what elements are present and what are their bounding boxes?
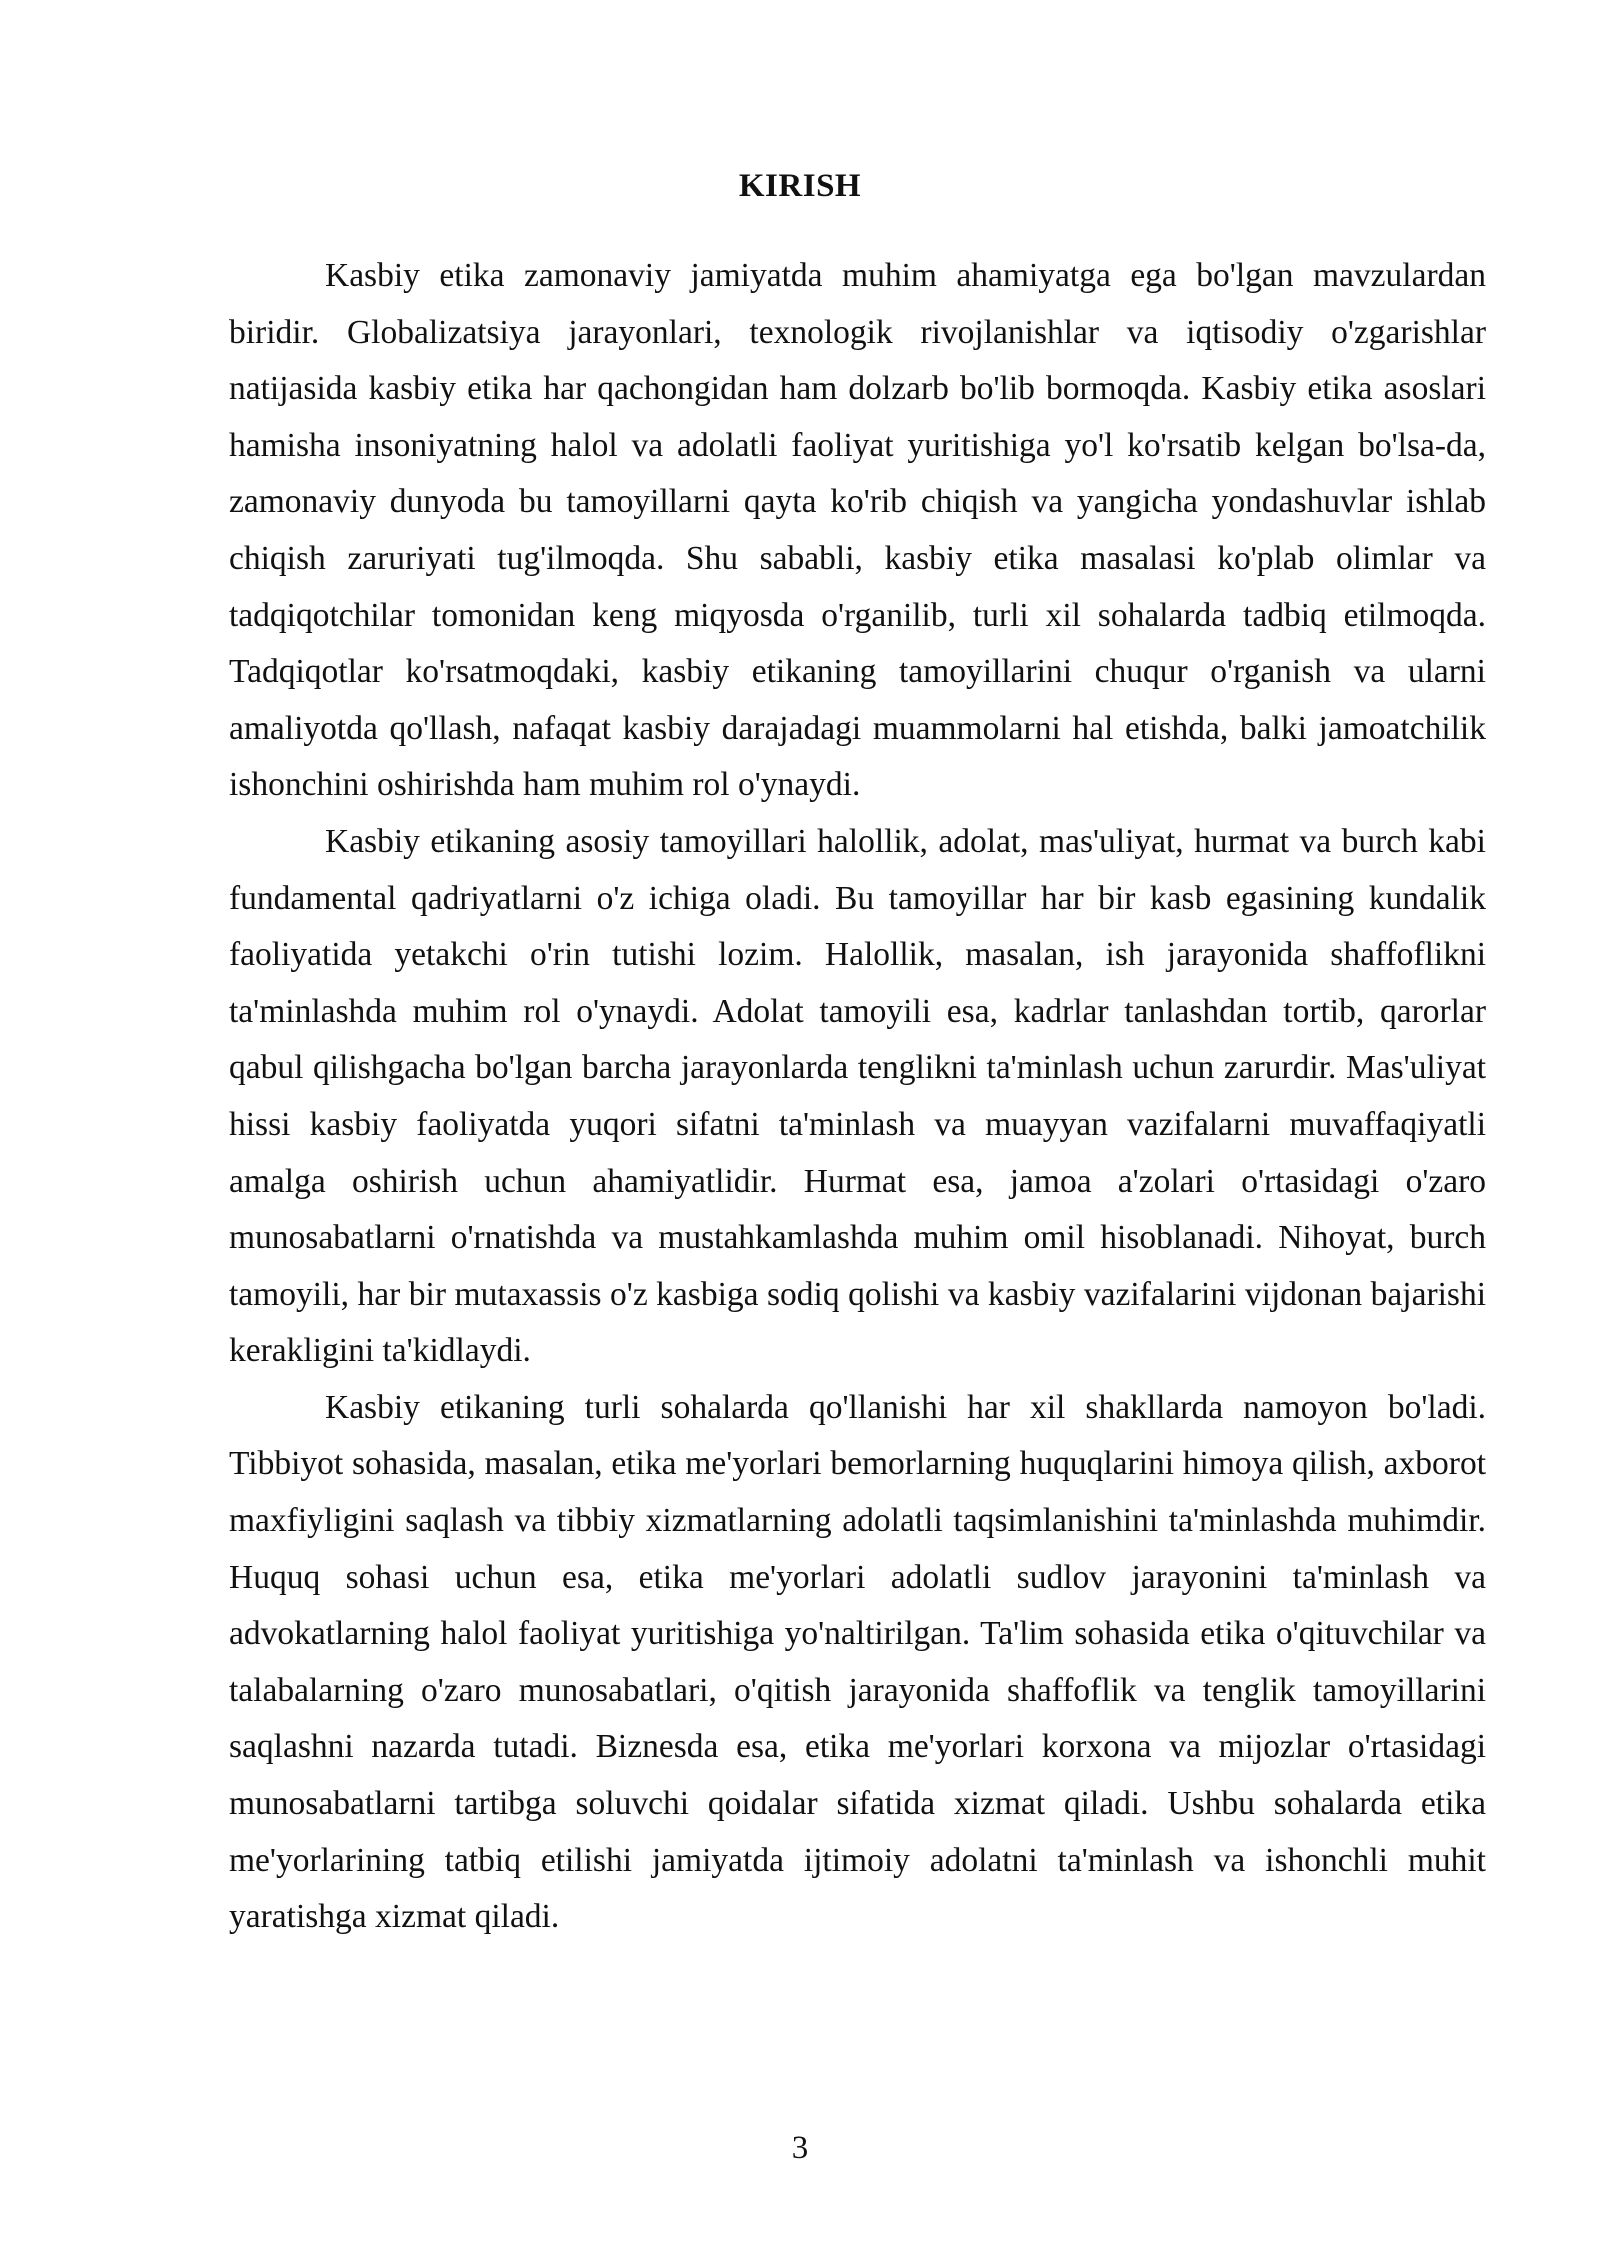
paragraph-1: Kasbiy etika zamonaviy jamiyatda muhim ahamiyatga ega bo'lgan mavzulardan biridir. Globalizatsiya jarayonlari, texnologik rivojlanishlar va iqtisodiy o'zgarishlar natijasida kasbiy etika har qachongidan ham dolzarb bo'lib bormoqda. Kasbiy etika asoslari hamisha insoniyatning halol va adolatli faoliyat yuritishiga yo'l ko'rsatib kelgan bo'lsa-da, zamonaviy dunyoda bu tamoyillarni qayta ko'rib chiqish va yangicha yondashuvlar ishlab chiqish zaruriyati tug'ilmoqda. Shu sababli, kasbiy etika masalasi ko'plab olimlar va tadqiqotchilar tomonidan keng miqyosda o'rganilib, turli xil sohalarda tadbiq etilmoqda. Tadqiqotlar ko'rsatmoqdaki, kasbiy etikaning tamoyillarini chuqur o'rganish va ularni amaliyotda qo'llash, nafaqat kasbiy darajadagi muammolarni hal etishda, balki jamoatchilik ishonchini oshirishda ham muhim rol o'ynaydi. bbox=[229, 257, 1486, 804]
paragraph-3: Kasbiy etikaning turli sohalarda qo'llanishi har xil shakllarda namoyon bo'ladi. Tibbiyot sohasida, masalan, etika me'yorlari bemorlarning huquqlarini himoya qilish, axborot maxfiyligini saqlash va tibbiy xizmatlarning adolatli taqsimlanishini ta'minlashda muhimdir. Huquq sohasi uchun esa, etika me'yorlari adolatli sudlov jarayonini ta'minlash va advokatlarning halol faoliyat yuritishiga yo'naltirilgan. Ta'lim sohasida etika o'qituvchilar va talabalarning o'zaro munosabatlari, o'qitish jarayonida shaffoflik va tenglik tamoyillarini saqlashni nazarda tutadi. Biznesda esa, etika me'yorlari korxona va mijozlar o'rtasidagi munosabatlarni tartibga soluvchi qoidalar sifatida xizmat qiladi. Ushbu sohalarda etika me'yorlarining tatbiq etilishi jamiyatda ijtimoiy adolatni ta'minlash va ishonchli muhit yaratishga xizmat qiladi. bbox=[229, 1388, 1486, 1936]
body-text bbox=[229, 248, 1486, 1946]
section-title: KIRISH bbox=[738, 168, 862, 204]
paragraph-2: Kasbiy etikaning asosiy tamoyillari halollik, adolat, mas'uliyat, hurmat va burch kabi fundamental qadriyatlarni o'z ichiga oladi. Bu tamoyillar har bir kasb egasining kundalik faoliyatida yetakchi o'rin tutishi lozim. Halollik, masalan, ish jarayonida shaffoflikni ta'minlashda muhim rol o'ynaydi. Adolat tamoyili esa, kadrlar tanlashdan tortib, qarorlar qabul qilishgacha bo'lgan barcha jarayonlarda tenglikni ta'minlash uchun zarurdir. Mas'uliyat hissi kasbiy faoliyatda yuqori sifatni ta'minlash va muayyan vazifalarni muvaffaqiyatli amalga oshirish uchun ahamiyatlidir. Hurmat esa, jamoa a'zolari o'rtasidagi o'zaro munosabatlarni o'rnatishda va mustahkamlashda muhim omil hisoblanadi. Nihoyat, burch tamoyili, har bir mutaxassis o'z kasbiga sodiq qolishi va kasbiy vazifalarini vijdonan bajarishi kerakligini ta'kidlaydi. bbox=[229, 822, 1486, 1370]
page-number: 3 bbox=[791, 2130, 809, 2166]
